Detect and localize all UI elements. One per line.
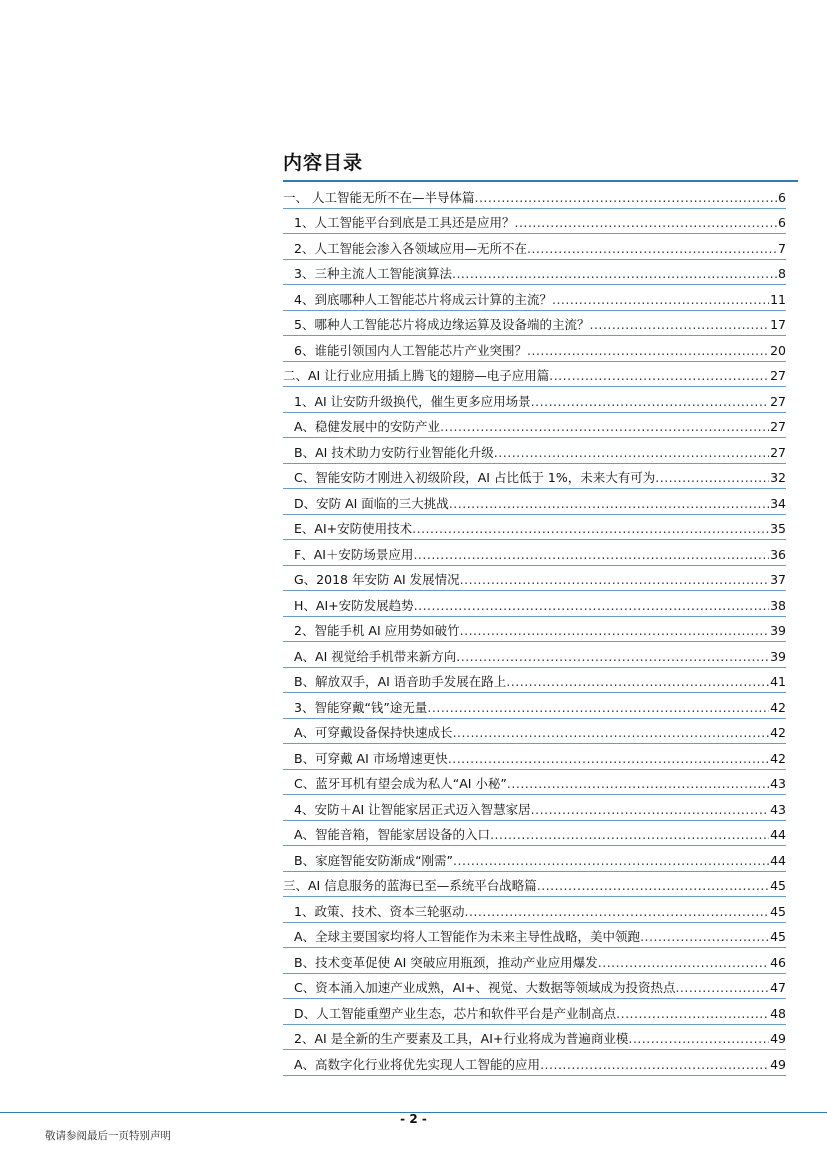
toc-entry-page: 45	[770, 878, 786, 893]
toc-leader-dots	[616, 1006, 769, 1024]
toc-entry[interactable]	[283, 744, 786, 770]
toc-entry-page: 42	[770, 750, 786, 766]
toc-entry-page: 7	[778, 240, 786, 256]
toc-leader-dots	[598, 955, 769, 973]
toc-entry-page: 37	[770, 572, 786, 587]
toc-entry-page: 49	[770, 1031, 786, 1046]
toc-leader-dots	[640, 929, 769, 947]
toc-leader-dots	[531, 394, 769, 412]
toc-entry-text: E、AI+安防使用技术	[294, 521, 413, 536]
toc-entry-page: 42	[770, 725, 786, 740]
toc-entry-text: 3、三种主流人工智能演算法	[294, 266, 452, 281]
toc-entry[interactable]	[283, 642, 786, 668]
toc-entry-page: 49	[770, 1056, 786, 1072]
toc-entry-text: A、智能音箱，智能家居设备的入口	[294, 827, 491, 842]
toc-entry-text: A、高数字化行业将优先实现人工智能的应用	[294, 1056, 541, 1072]
toc-entry-page: 6	[778, 189, 786, 205]
toc-entry[interactable]	[283, 693, 786, 719]
toc-entry[interactable]	[283, 566, 786, 592]
toc-entry-page: 27	[770, 368, 786, 383]
toc-leader-dots	[549, 368, 769, 386]
toc-entry-text: C、蓝牙耳机有望会成为私人“AI 小秘”	[294, 776, 507, 791]
toc-leader-dots	[460, 572, 769, 590]
toc-leader-dots	[413, 547, 769, 565]
toc-entry-text: 3、智能穿戴“钱”途无量	[294, 699, 428, 715]
toc-entry[interactable]	[283, 413, 786, 439]
toc-entry[interactable]	[283, 540, 786, 566]
toc-leader-dots	[452, 266, 777, 284]
toc-list	[283, 183, 786, 1076]
toc-entry-text: 4、安防＋AI 让智能家居正式迈入智慧家居	[294, 801, 531, 817]
toc-leader-dots	[527, 241, 777, 259]
toc-leader-dots	[453, 853, 769, 871]
toc-entry-text: B、AI 技术助力安防行业智能化升级	[294, 444, 494, 460]
toc-entry-page: 20	[770, 342, 786, 358]
toc-entry-page: 42	[770, 699, 786, 715]
toc-entry-page: 38	[770, 597, 786, 613]
toc-entry[interactable]	[283, 438, 786, 464]
toc-entry-text: 1、人工智能平台到底是工具还是应用？	[294, 215, 515, 230]
toc-entry[interactable]	[283, 489, 786, 515]
toc-leader-dots	[527, 343, 769, 361]
toc-leader-dots	[494, 445, 769, 463]
toc-entry-text: 三、AI 信息服务的蓝海已至—系统平台战略篇	[283, 878, 537, 893]
toc-entry-text: 5、哪种人工智能芯片将成边缘运算及设备端的主流？	[294, 317, 590, 332]
toc-entry[interactable]	[283, 311, 786, 337]
toc-entry[interactable]	[283, 209, 786, 235]
toc-title: 内容目录	[283, 152, 364, 174]
toc-entry-page: 43	[770, 801, 786, 817]
toc-entry[interactable]	[283, 668, 786, 694]
toc-entry-page: 44	[770, 852, 786, 868]
toc-entry-page: 44	[770, 827, 786, 842]
toc-entry-page: 36	[770, 546, 786, 562]
toc-entry[interactable]	[283, 260, 786, 286]
toc-entry-page: 39	[770, 648, 786, 664]
toc-entry[interactable]	[283, 974, 786, 1000]
toc-entry[interactable]	[283, 362, 786, 388]
toc-entry[interactable]	[283, 183, 786, 209]
toc-entry-text: B、解放双手，AI 语音助手发展在路上	[294, 674, 507, 689]
toc-leader-dots	[464, 904, 769, 922]
toc-entry-page: 34	[770, 495, 786, 511]
toc-entry[interactable]	[283, 999, 786, 1025]
toc-entry-text: D、安防 AI 面临的三大挑战	[294, 495, 449, 511]
toc-entry-text: H、AI+安防发展趋势	[294, 597, 414, 613]
toc-entry-page: 39	[770, 623, 786, 638]
toc-entry-text: A、AI 视觉给手机带来新方向	[294, 648, 457, 664]
toc-entry-page: 43	[770, 776, 786, 791]
toc-leader-dots	[453, 725, 770, 743]
toc-entry-page: 11	[770, 291, 786, 307]
toc-entry-text: 二、AI 让行业应用插上腾飞的翅膀—电子应用篇	[283, 368, 550, 383]
footer-disclaimer: 敬请参阅最后一页特别声明	[45, 1130, 171, 1142]
toc-entry-page: 35	[770, 521, 786, 536]
toc-entry[interactable]	[283, 719, 786, 745]
toc-entry[interactable]	[283, 948, 786, 974]
toc-entry[interactable]	[283, 464, 786, 490]
toc-leader-dots	[675, 980, 769, 998]
toc-leader-dots	[448, 751, 769, 769]
toc-entry-text: 2、人工智能会渗入各领域应用—无所不在	[294, 240, 527, 256]
toc-entry-text: C、智能安防才刚进入初级阶段，AI 占比低于 1%，未来大有可为	[294, 470, 656, 485]
toc-entry-page: 46	[770, 954, 786, 970]
toc-leader-dots	[427, 700, 769, 718]
toc-entry-text: 4、到底哪种人工智能芯片将成云计算的主流？	[294, 291, 552, 307]
toc-leader-dots	[412, 521, 769, 539]
toc-leader-dots	[537, 878, 769, 896]
toc-leader-dots	[506, 674, 769, 692]
toc-entry-page: 47	[770, 980, 786, 995]
page-number: - 2 -	[400, 1112, 427, 1126]
toc-entry-page: 27	[770, 419, 786, 434]
toc-entry-text: 一、 人工智能无所不在—半导体篇	[283, 189, 475, 205]
toc-leader-dots	[449, 496, 769, 514]
toc-entry-page: 32	[770, 470, 786, 485]
toc-entry[interactable]	[283, 872, 786, 898]
toc-entry-page: 6	[778, 215, 786, 230]
toc-entry-text: B、技术变革促使 AI 突破应用瓶颈，推动产业应用爆发	[294, 954, 598, 970]
toc-entry-page: 41	[770, 674, 786, 689]
toc-entry-page: 45	[770, 929, 786, 944]
toc-entry-page: 17	[770, 317, 786, 332]
toc-leader-dots	[460, 623, 769, 641]
toc-entry-text: A、可穿戴设备保持快速成长	[294, 725, 453, 740]
toc-entry-text: 1、AI 让安防升级换代，催生更多应用场景	[294, 393, 531, 409]
toc-entry[interactable]	[283, 897, 786, 923]
toc-entry-text: 2、AI 是全新的生产要素及工具，AI+行业将成为普遍商业模	[294, 1031, 629, 1046]
toc-leader-dots	[456, 649, 769, 667]
toc-leader-dots	[628, 1031, 769, 1049]
toc-leader-dots	[414, 598, 769, 616]
toc-entry[interactable]	[283, 285, 786, 311]
toc-entry[interactable]	[283, 515, 786, 541]
toc-entry-text: 2、智能手机 AI 应用势如破竹	[294, 623, 460, 638]
toc-leader-dots	[507, 776, 769, 794]
toc-entry-page: 48	[770, 1005, 786, 1021]
toc-entry-text: B、可穿戴 AI 市场增速更快	[294, 750, 448, 766]
toc-entry[interactable]	[283, 1025, 786, 1051]
toc-entry[interactable]	[283, 795, 786, 821]
toc-leader-dots	[540, 1057, 769, 1075]
toc-entry-text: 6、谁能引领国内人工智能芯片产业突围？	[294, 342, 527, 358]
toc-entry[interactable]	[283, 821, 786, 847]
toc-entry-text: 1、政策、技术、资本三轮驱动	[294, 903, 465, 919]
toc-leader-dots	[655, 470, 769, 488]
toc-leader-dots	[589, 317, 769, 335]
toc-leader-dots	[490, 827, 769, 845]
toc-entry-text: F、AI＋安防场景应用	[294, 546, 414, 562]
toc-leader-dots	[531, 802, 769, 820]
toc-entry-text: B、家庭智能安防渐成“刚需”	[294, 852, 454, 868]
toc-entry[interactable]	[283, 770, 786, 796]
toc-entry[interactable]	[283, 846, 786, 872]
toc-entry[interactable]	[283, 617, 786, 643]
toc-entry[interactable]	[283, 923, 786, 949]
toc-entry-text: A、稳健发展中的安防产业	[294, 419, 441, 434]
toc-leader-dots	[474, 190, 777, 208]
title-rule	[283, 180, 798, 182]
toc-entry-page: 8	[778, 266, 786, 281]
toc-entry-text: C、资本涌入加速产业成熟，AI+、视觉、大数据等领域成为投资热点	[294, 980, 676, 995]
toc-leader-dots	[514, 215, 777, 233]
toc-entry-text: G、2018 年安防 AI 发展情况	[294, 572, 460, 587]
toc-entry[interactable]	[283, 591, 786, 617]
toc-entry-page: 27	[770, 393, 786, 409]
toc-entry-page: 27	[770, 444, 786, 460]
toc-entry[interactable]	[283, 387, 786, 413]
toc-entry[interactable]	[283, 1050, 786, 1076]
toc-entry[interactable]	[283, 234, 786, 260]
toc-leader-dots	[440, 419, 769, 437]
toc-entry[interactable]	[283, 336, 786, 362]
toc-entry-text: D、人工智能重塑产业生态，芯片和软件平台是产业制高点	[294, 1005, 617, 1021]
toc-entry-text: A、全球主要国家均将人工智能作为未来主导性战略，美中领跑	[294, 929, 641, 944]
toc-entry-page: 45	[770, 903, 786, 919]
toc-leader-dots	[552, 292, 769, 310]
